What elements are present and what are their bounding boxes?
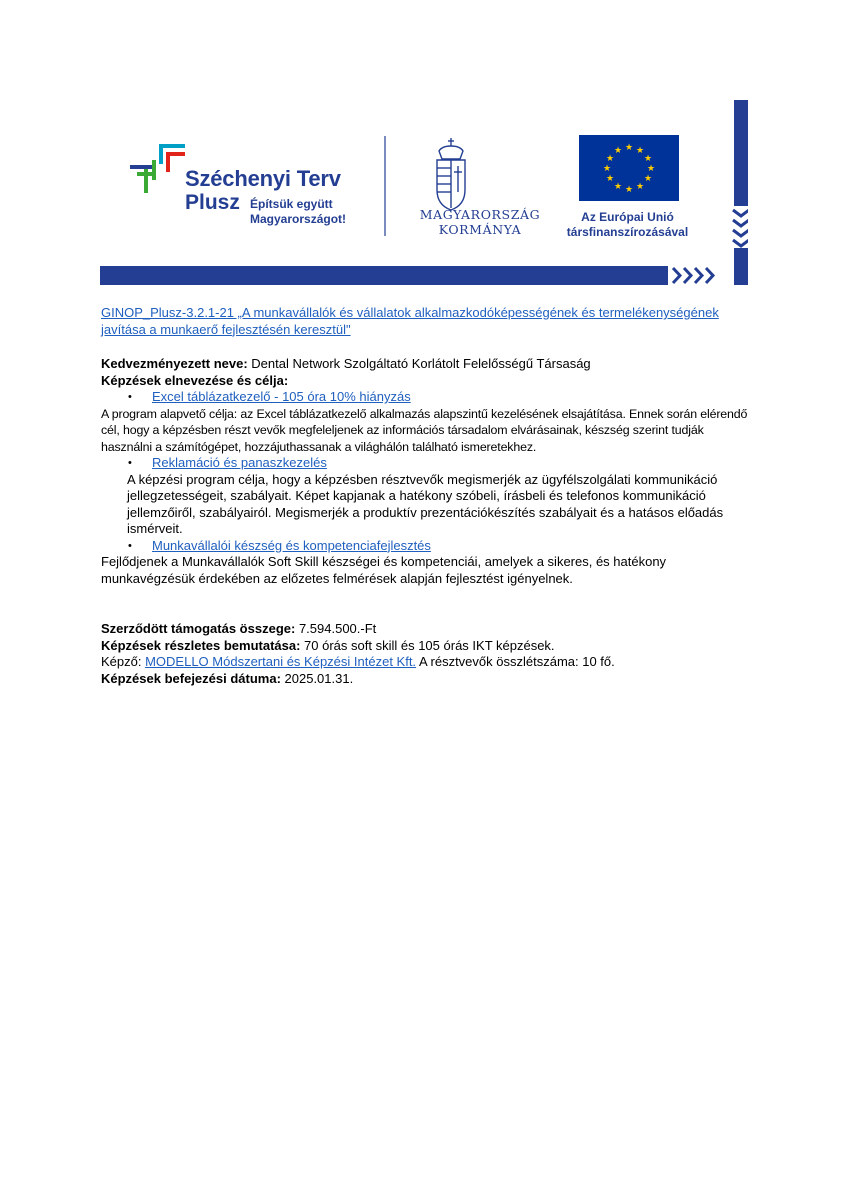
support-label: Szerződött támogatás összege: xyxy=(101,621,296,636)
end-date-label: Képzések befejezési dátuma: xyxy=(101,670,281,686)
details-value: 70 órás soft skill és 105 órás IKT képzések. xyxy=(300,637,555,653)
bullet-icon: • xyxy=(128,539,132,552)
svg-text:★: ★ xyxy=(643,174,653,184)
vertical-chevrons-icon xyxy=(733,210,748,246)
svg-text:★: ★ xyxy=(602,164,612,174)
training-link-excel[interactable]: Excel táblázatkezelő - 105 óra 10% hiányzás xyxy=(152,389,411,404)
training-description: Fejlődjenek a Munkavállalók Soft Skill készségei és kompetenciái, amelyek a sikeres, és hatékony munkavégzésük érdekében az előzetes felmérések alapján fejlesztést igényelnek. xyxy=(101,554,667,586)
trainings-heading: Képzések elnevezése és célja: xyxy=(101,372,289,388)
trainer-suffix: A résztvevők összlétszáma: 10 fő. xyxy=(416,654,615,669)
banner-bottom-bar xyxy=(100,266,668,285)
beneficiary-label: Kedvezményezett neve: xyxy=(101,356,248,371)
svg-text:★: ★ xyxy=(643,154,653,164)
end-date-line xyxy=(101,671,756,688)
training-description: A képzési program célja, hogy a képzésben résztvevők megismerjék az ügyfélszolgálati kommunikáció jellegzetességeit, szabályait. Képet kapjanak a hatékony szóbeli, írásbeli és telefonos kommunikáció jellemzőiről, szabályairól. Megismerjék a produktív prezentációkészítés szabályait és a hatásos előadás ismérveit. xyxy=(127,471,724,536)
svg-text:★: ★ xyxy=(624,143,634,153)
list-item xyxy=(101,538,756,555)
trainer-link[interactable]: MODELLO Módszertani és Képzési Intézet Kft. xyxy=(145,654,417,669)
svg-text:★: ★ xyxy=(605,174,615,184)
list-item xyxy=(101,455,756,472)
trainer-line xyxy=(101,654,756,671)
beneficiary-value: Dental Network Szolgáltató Korlátolt Felelősségű Társaság xyxy=(247,356,591,371)
svg-text:★: ★ xyxy=(646,164,656,174)
coat-of-arms-icon xyxy=(437,138,465,210)
svg-text:★: ★ xyxy=(613,182,623,192)
eu-flag-icon xyxy=(579,135,679,201)
training-description: A program alapvető célja: az Excel táblázatkezelő alkalmazás alapszintű kezelésének elsajátítása. Ennek során elérendő cél, hogy a képzésben részt vevők megfeleljenek az információs társadalom elvárásainak, készség szerint tudják használni a számítógépet, hozzájuthassanak a világhálón található ismeretekhez. xyxy=(101,406,748,454)
szechenyi-slogan: Építsük együtt Magyarországot! xyxy=(250,197,347,226)
beneficiary-line xyxy=(101,356,756,373)
list-item xyxy=(101,389,756,406)
end-date-value: 2025.01.31. xyxy=(280,670,354,686)
support-value: 7.594.500.-Ft xyxy=(295,621,377,636)
training-link-competence[interactable]: Munkavállalói készség és kompetenciafejlesztés xyxy=(152,537,431,553)
training-link-complaints[interactable]: Reklamáció és panaszkezelés xyxy=(152,455,327,470)
details-label: Képzések részletes bemutatása: xyxy=(101,637,301,653)
svg-text:★: ★ xyxy=(613,146,623,156)
eu-caption: Az Európai Unió társfinanszírozásával xyxy=(566,210,689,239)
svg-text:★: ★ xyxy=(635,182,645,192)
document-body xyxy=(101,305,756,687)
trainer-label: Képző: xyxy=(101,654,146,669)
support-line xyxy=(101,621,756,638)
szechenyi-logo-icon xyxy=(130,144,185,193)
bullet-icon: • xyxy=(128,457,132,469)
bullet-icon: • xyxy=(128,391,132,403)
horizontal-chevrons-icon xyxy=(673,268,713,283)
details-line xyxy=(101,638,756,655)
svg-text:★: ★ xyxy=(624,185,634,195)
header-banner xyxy=(100,100,748,288)
svg-text:★: ★ xyxy=(605,154,615,164)
government-name: MAGYARORSZÁG KORMÁNYA xyxy=(419,207,541,237)
szechenyi-plusz: Plusz xyxy=(185,191,240,214)
project-title-link[interactable]: GINOP_Plusz-3.2.1-21 „A munkavállalók és vállalatok alkalmazkodóképességének és termelékenységének javítása a munkaerő fejlesztésén keresztül" xyxy=(101,305,719,337)
svg-text:★: ★ xyxy=(635,146,645,156)
szechenyi-title: Széchenyi Terv xyxy=(185,166,341,191)
banner-vertical-bar xyxy=(734,100,748,206)
